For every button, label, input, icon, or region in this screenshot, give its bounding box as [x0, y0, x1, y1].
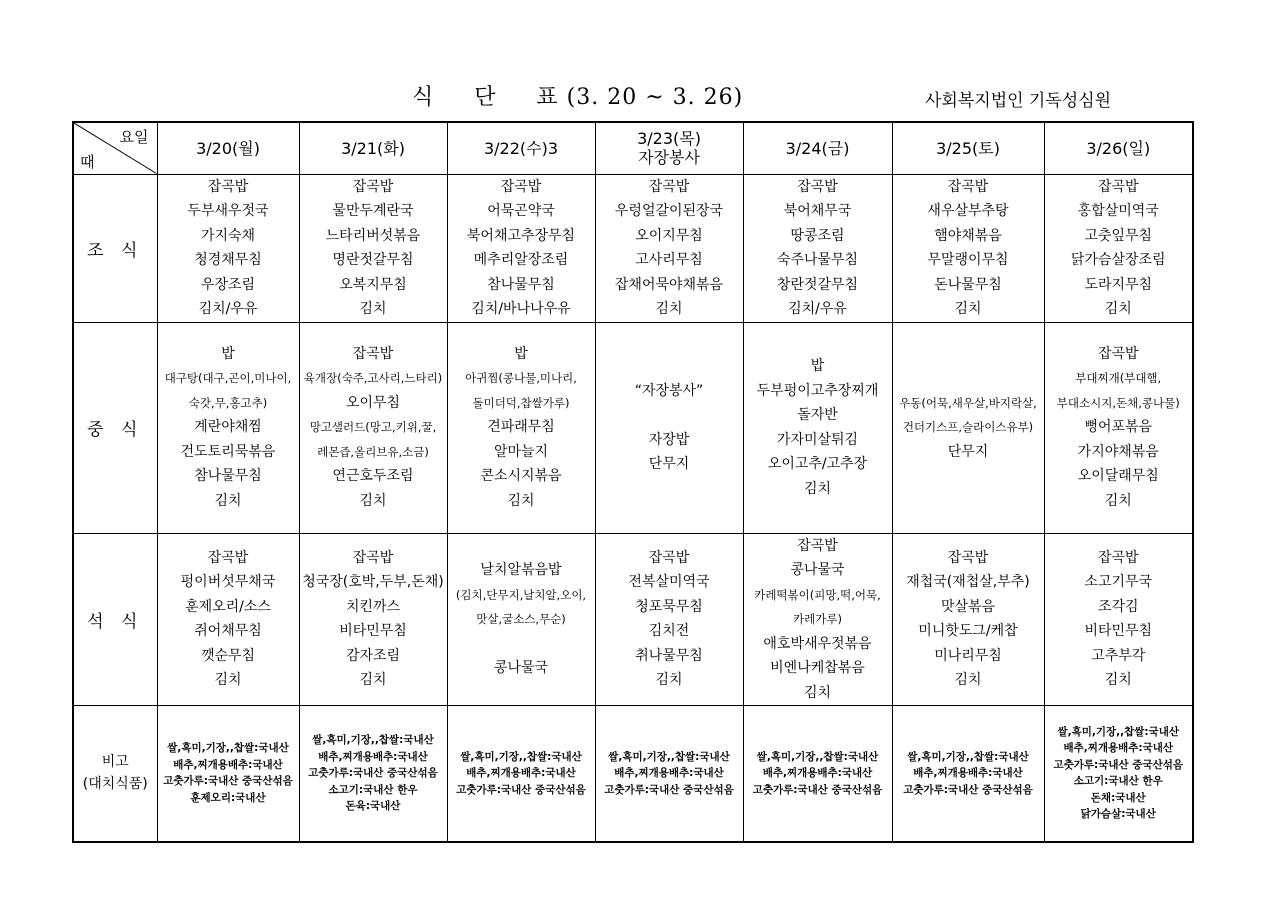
- menu-item: 김치/우유: [788, 301, 847, 317]
- menu-item: 김치: [359, 492, 387, 509]
- menu-item: 도라지무침: [1084, 276, 1153, 293]
- menu-item: 단무지: [947, 443, 989, 460]
- menu-item: 카레떡볶이(피망,떡,어묵,카레가루): [754, 587, 881, 626]
- menu-item: 단무지: [648, 456, 690, 472]
- menu-item: 미나리무침: [934, 647, 1002, 664]
- note-line: 쌀,흑미,기장,,찹쌀:국내산: [312, 734, 434, 746]
- menu-item: 견파래무침: [487, 419, 555, 436]
- menu-item: 오이달래무침: [1077, 468, 1159, 485]
- meal-label-dinner: 석 식: [73, 533, 157, 706]
- menu-item: 물만두계란국: [332, 203, 414, 219]
- menu-item: 맛살볶음: [940, 598, 996, 615]
- menu-item: 북어채고추장무침: [466, 227, 576, 244]
- note-line: 쌀,흑미,기장,,찹쌀:국내산: [608, 750, 730, 763]
- menu-item: 가자미살튀김: [776, 431, 859, 448]
- menu-cell: [157, 174, 299, 322]
- menu-item: 감자조림: [345, 647, 401, 664]
- day-header: 3/24(금): [743, 122, 892, 174]
- corner-time-label: 때: [80, 152, 95, 171]
- menu-item: 밥: [810, 358, 825, 374]
- menu-item: 김치: [507, 492, 535, 509]
- note-line: 훈제오리:국내산: [190, 791, 266, 804]
- menu-item: 김치: [359, 672, 387, 689]
- menu-item: 펑이버섯무채국: [180, 574, 276, 591]
- menu-item: 재첩국(재첩살,부추): [906, 574, 1030, 591]
- dinner-row: [73, 533, 1193, 706]
- day-header: 3/26(일): [1044, 122, 1193, 174]
- menu-item: 아귀찜(콩나물,미나리,돌미더덕,찹쌀가루): [465, 371, 577, 410]
- menu-item: 뻥어포볶음: [1084, 419, 1153, 436]
- menu-cell: [892, 174, 1044, 322]
- menu-item: (김치,단무지,날치알,오이,맛살,굴소스,무순): [455, 587, 587, 626]
- menu-item: 잡곡밥: [207, 178, 249, 195]
- menu-item: 건도토리묵볶음: [180, 443, 276, 460]
- menu-cell: [595, 533, 743, 706]
- menu-item: 청경채무침: [194, 252, 262, 268]
- menu-item: 계란야채찜: [194, 419, 262, 436]
- header-row: [73, 122, 1193, 174]
- menu-item: 두부새우젓국: [187, 203, 269, 219]
- note-line: 쌀,흑미,기장,,찹쌀:국내산: [460, 750, 582, 763]
- day-header: 3/22(수)3: [447, 122, 595, 174]
- menu-item: 알마늘지: [493, 443, 549, 460]
- meal-label-notes: [73, 706, 157, 842]
- menu-item: 홍합살미역국: [1077, 203, 1159, 219]
- menu-item: 비타민무침: [339, 623, 407, 640]
- menu-item: 우동(어묵,새우살,바지락살,건더기스프,슬라이스유부): [899, 395, 1037, 435]
- day-header-text: 3/23(목) 자장봉사: [637, 129, 701, 168]
- menu-item: 김치: [1104, 672, 1132, 689]
- menu-item: 오이고추/고추장: [767, 456, 868, 472]
- menu-cell: [595, 174, 743, 322]
- note-line: 쌀,흑미,기장,,찹쌀:국내산: [1057, 725, 1180, 738]
- menu-item: 김치: [655, 672, 683, 689]
- menu-item: 날치알볶음밥: [480, 562, 562, 578]
- menu-item: 김치: [1104, 492, 1132, 509]
- menu-item: 잡채어묵야채볶음: [614, 276, 724, 293]
- menu-item: 우렁얼갈이된장국: [614, 203, 724, 219]
- menu-cell: [299, 322, 447, 533]
- note-line: 배추,찌개용배추:국내산: [1063, 742, 1174, 755]
- note-line: 소고기:국내산 한우: [1073, 775, 1163, 788]
- menu-item: 자장밥: [648, 431, 690, 448]
- menu-item: 김치: [954, 672, 982, 689]
- note-line: 고춧가루:국내산 중국산섞음: [456, 783, 586, 796]
- menu-item: 참나물무침: [194, 468, 262, 485]
- menu-cell: [447, 322, 595, 533]
- menu-item: 밥: [514, 345, 528, 362]
- menu-item: 깻순무침: [200, 647, 256, 664]
- menu-item: 대구탕(대구,곤이,미나이,숙갓,무,홍고추): [164, 371, 292, 410]
- menu-item: 잡곡밥: [1097, 549, 1139, 566]
- note-line: 닭가슴살:국내산: [1080, 808, 1156, 821]
- menu-item: 김치: [954, 301, 982, 317]
- menu-item: 잡곡밥: [648, 178, 690, 195]
- note-cell: [892, 706, 1044, 842]
- menu-item: 비타민무침: [1084, 623, 1153, 640]
- menu-item: 청국장(호박,두부,돈채): [302, 574, 444, 591]
- menu-item: 오복지무침: [339, 276, 407, 293]
- menu-item: 육개장(숙주,고사리,느타리): [303, 371, 443, 386]
- menu-item: 밥: [221, 345, 235, 362]
- menu-item: 잡곡밥: [947, 549, 989, 566]
- note-line: 쌀,흑미,기장,,찹쌀:국내산: [167, 742, 289, 755]
- menu-item: 잡곡밥: [797, 178, 838, 195]
- menu-item: 잡곡밥: [500, 178, 542, 195]
- menu-item: 오이무침: [345, 394, 401, 411]
- note-line: 고춧가루:국내산 중국산섞음: [163, 775, 293, 788]
- menu-item: 김치: [214, 672, 242, 689]
- note-cell: [743, 706, 892, 842]
- menu-item: 잡곡밥: [797, 537, 838, 554]
- menu-item: 오이지무침: [635, 227, 703, 244]
- menu-item: 김치/우유: [198, 301, 258, 317]
- menu-cell: [157, 533, 299, 706]
- note-line: 배추,찌개용배추:국내산: [173, 758, 283, 771]
- note-line: 고춧가루:국내산 중국산섞음: [604, 783, 734, 796]
- menu-item: 미니핫도그/케찹: [918, 623, 1018, 640]
- menu-item: 치킨까스: [345, 598, 401, 615]
- menu-cell: [892, 322, 1044, 533]
- menu-cell: [299, 174, 447, 322]
- page-title: 식 단 표 (3. 20 ~ 3. 26): [412, 85, 744, 110]
- menu-item: 소고기무국: [1084, 574, 1153, 591]
- note-line: 고춧가루:국내산 중국산섞음: [308, 767, 438, 779]
- note-line: 배추,찌개용배추:국내산: [913, 767, 1023, 779]
- menu-item: 고사리무침: [635, 252, 703, 268]
- menu-cell: [743, 322, 892, 533]
- meal-label-breakfast: 조 식: [73, 174, 157, 322]
- note-line: 돈채:국내산: [1090, 791, 1146, 804]
- menu-table: [72, 121, 1194, 843]
- day-header: 3/21(화): [299, 122, 447, 174]
- menu-item: 김치: [655, 301, 683, 317]
- menu-cell: [447, 533, 595, 706]
- menu-item: 돈나물무침: [934, 276, 1002, 293]
- menu-item: 쥐어채무침: [194, 623, 262, 640]
- notes-row: [73, 706, 1193, 842]
- menu-item: 비엔나케찹볶음: [770, 660, 865, 676]
- menu-item: 김치/바나나우유: [471, 301, 571, 317]
- menu-item: 가지숙채: [200, 227, 256, 244]
- menu-item: 잡곡밥: [947, 178, 989, 195]
- menu-item: 가지야채볶음: [1077, 443, 1159, 460]
- menu-item: 북어채무국: [783, 203, 852, 219]
- menu-item: 잡곡밥: [352, 178, 394, 195]
- menu-item: 메추리알장조림: [473, 252, 569, 268]
- menu-item: 김치: [214, 492, 242, 509]
- menu-item: 잡곡밥: [648, 549, 690, 566]
- menu-item: 김치전: [648, 623, 690, 640]
- menu-item: 명란젓갈무침: [332, 252, 414, 268]
- menu-item: 새우살부추탕: [927, 203, 1009, 219]
- menu-item: 잡곡밥: [352, 345, 394, 362]
- note-line: 고춧가루:국내산 중국산섞음: [752, 783, 883, 796]
- note-line: 배추,찌개용배추:국내산: [614, 767, 724, 779]
- organization-name: 사회복지법인 기독성심원: [925, 91, 1112, 111]
- note-cell: [1044, 706, 1193, 842]
- notes-label-text: 비고 (대치식품): [82, 754, 148, 793]
- menu-item: 김치: [1104, 301, 1132, 317]
- note-cell: [299, 706, 447, 842]
- menu-item: 연근호두조림: [332, 468, 414, 485]
- menu-item: 부대찌개(부대햄,부대소시지,돈채,콩나물): [1056, 371, 1180, 410]
- menu-item: 잡곡밥: [207, 549, 249, 566]
- breakfast-row: [73, 174, 1193, 322]
- menu-item: 김치: [359, 301, 387, 317]
- menu-item: 콘소시지볶음: [480, 468, 562, 485]
- note-line: 배추,찌개용배추:국내산: [466, 767, 576, 779]
- day-header: 3/25(토): [892, 122, 1044, 174]
- menu-item: 망고샐러드(망고,키위,꿀,레몬즙,올리브유,소금): [309, 420, 437, 459]
- menu-item: 콩나물국: [493, 660, 549, 676]
- menu-item: 청포묵무침: [635, 598, 703, 615]
- menu-cell: [743, 174, 892, 322]
- menu-item: 땅콩조림: [790, 227, 845, 244]
- menu-item: 참나물무침: [487, 276, 555, 293]
- note-cell: [447, 706, 595, 842]
- menu-cell: [157, 322, 299, 533]
- note-cell: [595, 706, 743, 842]
- corner-day-label: 요일: [119, 128, 149, 146]
- menu-cell: [743, 533, 892, 706]
- meal-label-lunch: 중 식: [73, 322, 157, 533]
- day-header: 3/20(월): [157, 122, 299, 174]
- menu-item: 돌자반: [797, 407, 838, 423]
- menu-item: 느타리버섯볶음: [325, 227, 421, 244]
- menu-item: “자장봉사”: [634, 382, 704, 399]
- menu-item: 고추부각: [1091, 647, 1146, 664]
- menu-item: 애호박새우젓볶음: [763, 635, 872, 652]
- menu-cell: [1044, 322, 1193, 533]
- note-line: 배추,찌개용배추:국내산: [762, 767, 873, 779]
- menu-cell: [1044, 533, 1193, 706]
- menu-item: 무말랭이무침: [927, 252, 1009, 268]
- menu-item: [450, 632, 593, 657]
- note-line: 쌀,흑미,기장,,찹쌀:국내산: [907, 750, 1029, 763]
- menu-item: [598, 403, 741, 428]
- menu-item: 잡곡밥: [1097, 178, 1139, 195]
- note-line: 소고기:국내산 한우: [328, 783, 418, 796]
- menu-item: 김치: [803, 480, 832, 497]
- menu-cell: [1044, 174, 1193, 322]
- note-line: 고춧가루:국내산 중국산섞음: [1053, 758, 1184, 771]
- note-line: 배추,찌개용배추:국내산: [318, 750, 428, 763]
- menu-cell: [299, 533, 447, 706]
- menu-item: 햄야채볶음: [934, 227, 1002, 244]
- day-header: [595, 122, 743, 174]
- menu-item: 콩나물국: [790, 562, 845, 578]
- note-line: 쌀,흑미,기장,,찹쌀:국내산: [756, 750, 879, 763]
- note-cell: [157, 706, 299, 842]
- menu-item: 닭가슴살장조림: [1070, 252, 1166, 268]
- menu-item: 잡곡밥: [352, 549, 394, 566]
- menu-item: 잡곡밥: [1097, 345, 1139, 362]
- corner-cell: [73, 122, 157, 174]
- menu-cell: [892, 533, 1044, 706]
- menu-cell: [447, 174, 595, 322]
- menu-item: 두부펑이고추장찌개: [756, 382, 879, 399]
- menu-item: 우장조림: [200, 276, 256, 293]
- lunch-row: [73, 322, 1193, 533]
- menu-item: 고춧잎무침: [1084, 227, 1153, 244]
- menu-item: 조각김: [1097, 598, 1139, 615]
- menu-item: 어묵곤약국: [487, 203, 555, 219]
- menu-item: 취나물무침: [635, 647, 703, 664]
- note-line: 돈육:국내산: [345, 800, 401, 812]
- menu-item: 숙주나물무침: [776, 252, 859, 268]
- menu-item: 훈제오리/소스: [185, 598, 271, 615]
- note-line: 고춧가루:국내산 중국산섞음: [903, 783, 1033, 796]
- menu-item: 창란젓갈무침: [776, 276, 859, 293]
- menu-item: 김치: [803, 684, 832, 701]
- menu-cell: [595, 322, 743, 533]
- menu-item: 전복살미역국: [628, 574, 710, 591]
